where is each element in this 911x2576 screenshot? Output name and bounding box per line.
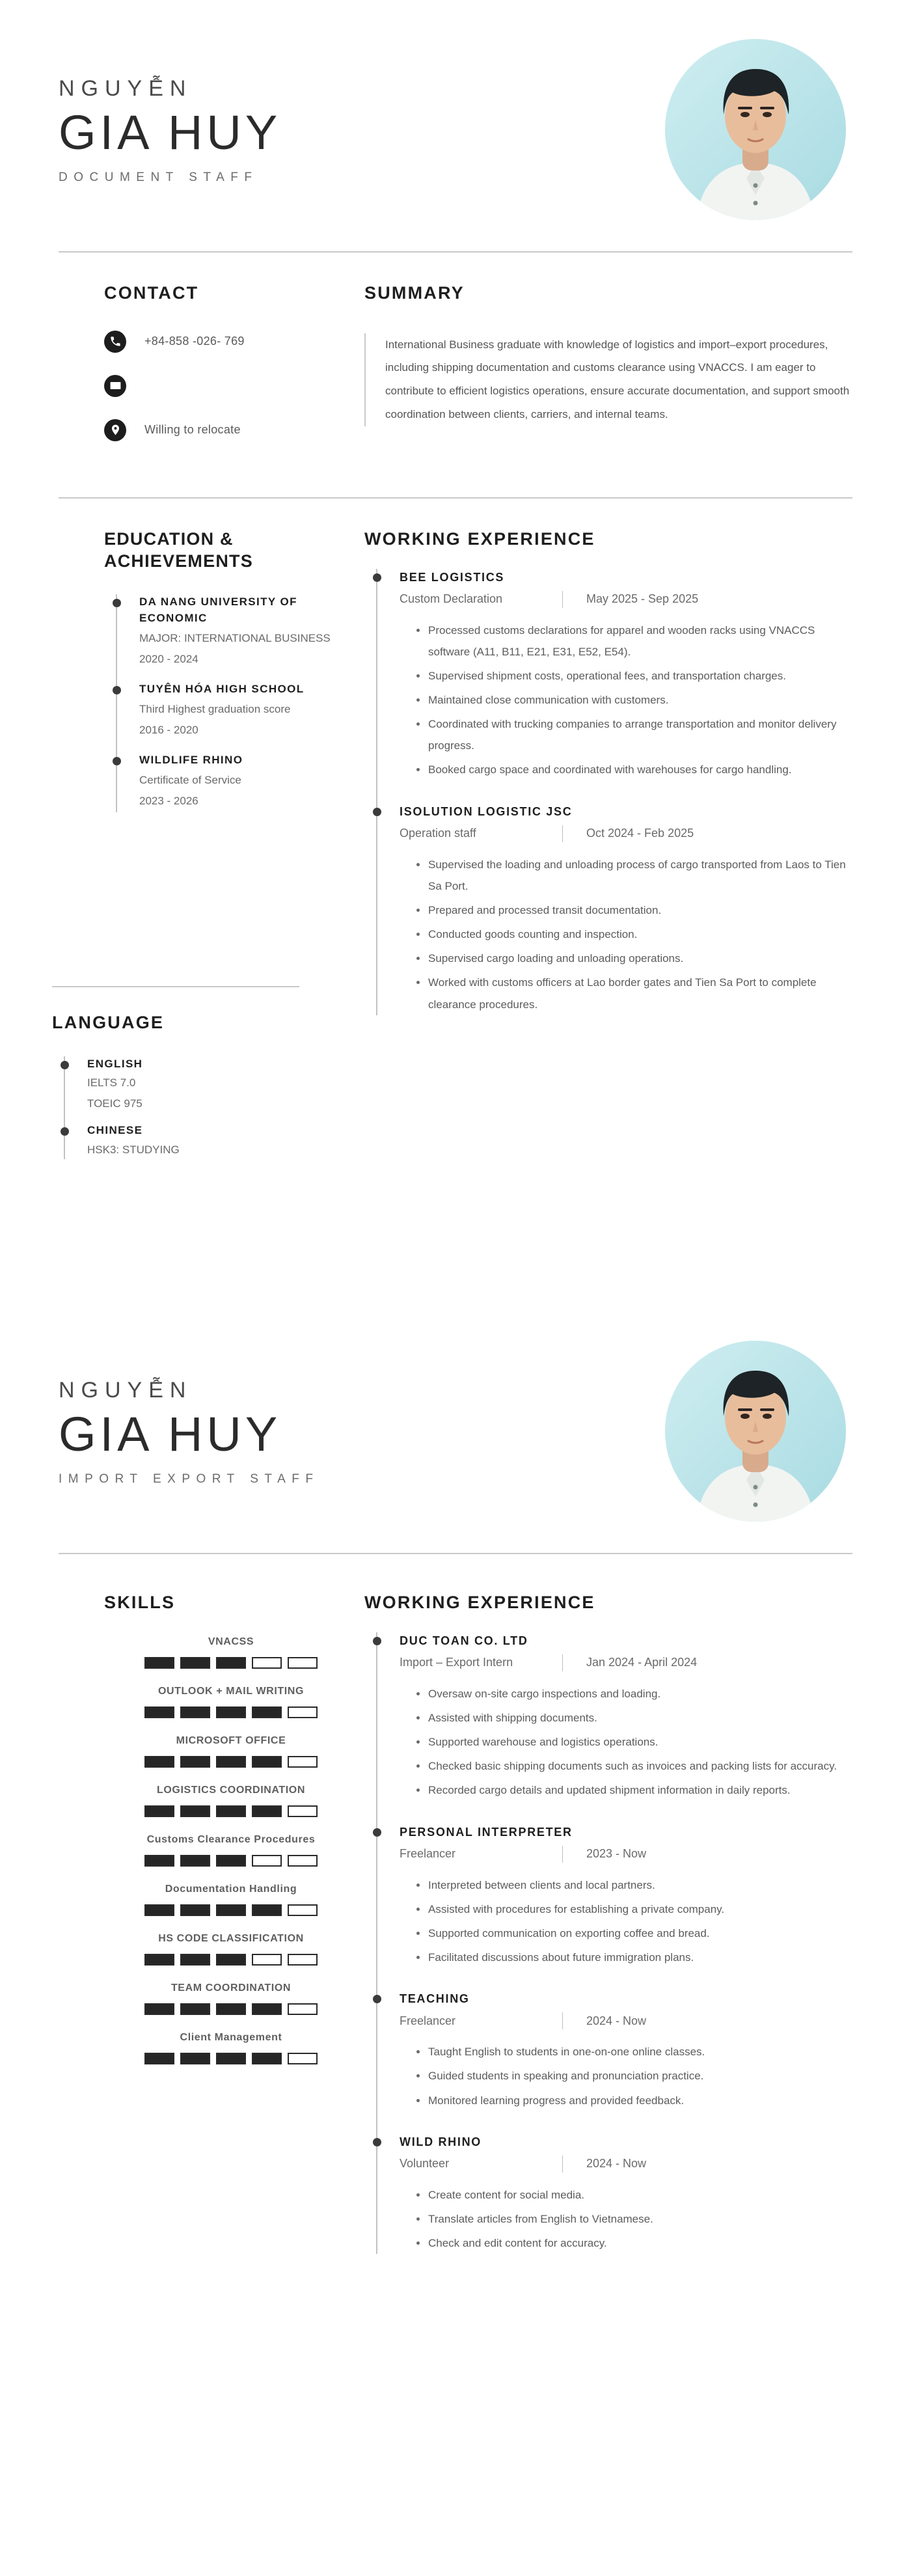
skill-label: LOGISTICS COORDINATION xyxy=(156,1784,305,1796)
work-date: Jan 2024 - April 2024 xyxy=(586,1656,698,1669)
skill-item xyxy=(104,1982,358,2015)
work-bullets xyxy=(400,1683,859,1802)
header-divider-2 xyxy=(59,1553,852,1554)
skill-segment xyxy=(252,1954,282,1966)
education-timeline xyxy=(116,594,358,812)
language-item xyxy=(87,1056,416,1114)
skill-segment xyxy=(144,1706,174,1718)
work-date: May 2025 - Sep 2025 xyxy=(586,592,699,606)
work-meta xyxy=(400,1654,859,1671)
language-heading: LANGUAGE xyxy=(52,1013,165,1032)
education-work-row xyxy=(52,528,859,1018)
work-role: Operation staff xyxy=(400,827,476,840)
skill-item xyxy=(104,1636,358,1669)
language-divider xyxy=(52,986,299,987)
skill-segment xyxy=(180,2053,210,2064)
portrait-photo-icon xyxy=(665,1341,846,1522)
work-bullet: Conducted goods counting and inspection. xyxy=(416,924,859,945)
work-timeline-page1 xyxy=(376,569,859,1015)
work-role: Freelancer xyxy=(400,2014,456,2027)
skill-segment xyxy=(252,1657,282,1669)
education-date: 2023 - 2026 xyxy=(139,795,198,808)
work-bullet: Oversaw on-site cargo inspections and loading. xyxy=(416,1683,859,1705)
work-role: Freelancer xyxy=(400,1847,456,1861)
work-heading-page1: WORKING EXPERIENCE xyxy=(364,528,595,549)
work-bullet: Assisted with procedures for establishing a private company. xyxy=(416,1898,859,1920)
work-bullet: Check and edit content for accuracy. xyxy=(416,2232,859,2254)
work-bullet: Assisted with shipping documents. xyxy=(416,1707,859,1729)
skill-segment xyxy=(216,1954,246,1966)
skill-segment xyxy=(288,1657,318,1669)
skill-segment xyxy=(288,2003,318,2015)
meta-separator xyxy=(562,825,563,842)
work-meta xyxy=(400,825,859,842)
work-date: 2023 - Now xyxy=(586,1847,647,1861)
skill-segment xyxy=(252,2053,282,2064)
skill-segment xyxy=(180,1706,210,1718)
work-company: TEACHING xyxy=(400,1992,470,2006)
work-bullet: Supported warehouse and logistics operations. xyxy=(416,1731,859,1753)
portrait-photo-icon xyxy=(665,39,846,220)
work-bullet: Monitored learning progress and provided feedback. xyxy=(416,2090,859,2111)
contact-heading: CONTACT xyxy=(104,283,199,303)
work-bullet: Supervised cargo loading and unloading operations. xyxy=(416,948,859,969)
work-company: WILD RHINO xyxy=(400,2135,482,2148)
skill-segment xyxy=(180,1805,210,1817)
education-detail: Third Highest graduation score xyxy=(139,702,291,715)
work-meta xyxy=(400,1846,859,1863)
work-role: Volunteer xyxy=(400,2157,450,2171)
summary-heading: SUMMARY xyxy=(364,283,465,303)
skill-label: TEAM COORDINATION xyxy=(170,1982,292,1994)
work-company: PERSONAL INTERPRETER xyxy=(400,1825,573,1839)
skill-segment xyxy=(288,1904,318,1916)
education-detail: MAJOR: INTERNATIONAL BUSINESS xyxy=(139,631,331,644)
surname: NGUYỄN xyxy=(59,1378,193,1403)
contact-list xyxy=(104,331,358,441)
contact-row-email[interactable] xyxy=(104,375,358,397)
header-divider xyxy=(59,251,852,253)
name-block xyxy=(52,74,281,184)
language-score-primary: IELTS 7.0 xyxy=(87,1076,136,1089)
given-name: GIA HUY xyxy=(59,1406,282,1461)
surname: NGUYỄN xyxy=(59,76,193,102)
work-bullet: Interpreted between clients and local partners. xyxy=(416,1874,859,1896)
skill-rating xyxy=(104,1904,358,1916)
work-item xyxy=(400,569,859,781)
work-column-page2 xyxy=(358,1592,859,2256)
skill-segment xyxy=(216,2003,246,2015)
work-bullet: Recorded cargo details and updated shipment information in daily reports. xyxy=(416,1779,859,1801)
language-score-secondary: TOEIC 975 xyxy=(87,1097,143,1110)
skill-label: Client Management xyxy=(180,2031,282,2043)
work-date: 2024 - Now xyxy=(586,2157,647,2171)
meta-separator xyxy=(562,2156,563,2172)
education-detail: Certificate of Service xyxy=(139,774,241,786)
skill-segment xyxy=(180,1855,210,1867)
work-item xyxy=(400,1990,859,2111)
skill-segment xyxy=(144,2053,174,2064)
summary-column xyxy=(358,282,859,426)
summary-block xyxy=(364,333,859,426)
work-item xyxy=(400,2133,859,2254)
skill-segment xyxy=(144,1657,174,1669)
language-timeline xyxy=(64,1056,416,1160)
work-bullets xyxy=(400,854,859,1015)
skill-label: OUTLOOK + MAIL WRITING xyxy=(157,1685,304,1697)
skill-rating xyxy=(104,1954,358,1966)
skill-rating xyxy=(104,1706,358,1718)
header-page-2 xyxy=(52,1302,859,1535)
education-item xyxy=(139,681,358,741)
skill-rating xyxy=(104,1756,358,1768)
language-score-primary: HSK3: STUDYING xyxy=(87,1143,180,1156)
work-bullet: Maintained close communication with customers. xyxy=(416,689,859,711)
skill-segment xyxy=(288,1855,318,1867)
skill-label: Documentation Handling xyxy=(165,1883,297,1895)
work-item xyxy=(400,1632,859,1802)
skill-label: MICROSOFT OFFICE xyxy=(176,1734,286,1746)
education-item xyxy=(139,594,358,670)
header-page-1 xyxy=(52,0,859,233)
work-bullet: Translate articles from English to Vietnamese. xyxy=(416,2208,859,2230)
skill-rating xyxy=(104,2003,358,2015)
work-heading-page2: WORKING EXPERIENCE xyxy=(364,1593,595,1612)
skills-heading: SKILLS xyxy=(104,1593,176,1612)
work-meta xyxy=(400,2156,859,2172)
avatar xyxy=(665,39,846,220)
skill-rating xyxy=(104,1657,358,1669)
work-company: ISOLUTION LOGISTIC JSC xyxy=(400,804,573,818)
summary-text: International Business graduate with knowledge of logistics and import–export procedures, including shipping documentation and customs clearance using VNACCS. I am eager to contribute to efficient logistics operations, ensure accurate documentation, and support smooth coordination between clients, carriers, and internal teams. xyxy=(385,338,850,420)
location-pin-icon xyxy=(104,419,126,441)
skill-segment xyxy=(216,1904,246,1916)
work-company: BEE LOGISTICS xyxy=(400,570,505,584)
work-company: DUC TOAN CO. LTD xyxy=(400,1634,528,1647)
education-school: DA NANG UNIVERSITY OF ECONOMIC xyxy=(139,596,297,624)
given-name: GIA HUY xyxy=(59,105,282,159)
skill-segment xyxy=(252,1904,282,1916)
education-date: 2016 - 2020 xyxy=(139,724,198,737)
work-bullet: Checked basic shipping documents such as invoices and packing lists for accuracy. xyxy=(416,1755,859,1777)
skill-segment xyxy=(288,1756,318,1768)
meta-separator xyxy=(562,2012,563,2029)
work-meta xyxy=(400,591,859,608)
work-timeline-page2 xyxy=(376,1632,859,2254)
language-section xyxy=(0,986,416,1168)
skill-segment xyxy=(252,1756,282,1768)
skill-segment xyxy=(216,1657,246,1669)
skill-segment xyxy=(288,1805,318,1817)
contact-phone-value: +84-858 -026- 769 xyxy=(144,335,245,348)
work-item xyxy=(400,1824,859,1969)
job-title: IMPORT EXPORT STAFF xyxy=(59,1472,320,1486)
section-divider-1 xyxy=(59,497,852,499)
work-column-page1 xyxy=(358,528,859,1018)
education-date: 2020 - 2024 xyxy=(139,652,198,665)
work-bullet: Taught English to students in one-on-one online classes. xyxy=(416,2041,859,2062)
skill-segment xyxy=(288,2053,318,2064)
skills-list xyxy=(104,1636,358,2064)
skill-segment xyxy=(288,1706,318,1718)
skills-work-row xyxy=(52,1592,859,2256)
skill-item xyxy=(104,1686,358,1718)
education-item xyxy=(139,752,358,812)
skill-segment xyxy=(180,1756,210,1768)
skill-segment xyxy=(252,1805,282,1817)
avatar xyxy=(665,1341,846,1522)
skill-item xyxy=(104,1785,358,1817)
language-item xyxy=(87,1123,416,1159)
work-date: Oct 2024 - Feb 2025 xyxy=(586,827,694,840)
skill-segment xyxy=(252,1706,282,1718)
skill-segment xyxy=(180,2003,210,2015)
skill-segment xyxy=(180,1904,210,1916)
meta-separator xyxy=(562,1846,563,1863)
language-name: CHINESE xyxy=(87,1123,143,1136)
education-school: WILDLIFE RHINO xyxy=(139,754,243,767)
skill-item xyxy=(104,2032,358,2064)
skill-segment xyxy=(216,1706,246,1718)
skill-item xyxy=(104,1884,358,1916)
skill-segment xyxy=(144,1855,174,1867)
contact-summary-row xyxy=(52,282,859,463)
skill-label: HS CODE CLASSIFICATION xyxy=(158,1932,304,1944)
resume-page-2 xyxy=(0,1302,911,2576)
skill-item xyxy=(104,1933,358,1966)
work-bullet: Create content for social media. xyxy=(416,2184,859,2206)
skill-segment xyxy=(216,2053,246,2064)
job-title: DOCUMENT STAFF xyxy=(59,170,258,184)
contact-location-value: Willing to relocate xyxy=(144,423,241,437)
education-heading: EDUCATION & ACHIEVEMENTS xyxy=(104,528,253,571)
skill-segment xyxy=(144,1805,174,1817)
work-bullet: Coordinated with trucking companies to arrange transportation and monitor delivery progress. xyxy=(416,713,859,756)
work-item xyxy=(400,803,859,1015)
contact-column xyxy=(52,282,358,463)
work-bullets xyxy=(400,620,859,781)
skill-label: Customs Clearance Procedures xyxy=(146,1833,316,1845)
skills-column xyxy=(52,1592,358,2081)
language-name: ENGLISH xyxy=(87,1057,143,1070)
skill-segment xyxy=(144,2003,174,2015)
work-bullet: Booked cargo space and coordinated with warehouses for cargo handling. xyxy=(416,759,859,780)
meta-separator xyxy=(562,1654,563,1671)
work-role: Import – Export Intern xyxy=(400,1656,513,1669)
work-bullet: Prepared and processed transit documentation. xyxy=(416,899,859,921)
work-bullet: Worked with customs officers at Lao border gates and Tien Sa Port to complete clearance procedures. xyxy=(416,972,859,1015)
skill-segment xyxy=(216,1855,246,1867)
phone-icon xyxy=(104,331,126,353)
work-bullet: Supported communication on exporting coffee and bread. xyxy=(416,1923,859,1944)
contact-row-phone[interactable] xyxy=(104,331,358,353)
work-bullets xyxy=(400,2041,859,2111)
work-role: Custom Declaration xyxy=(400,592,503,606)
skill-segment xyxy=(144,1756,174,1768)
skill-segment xyxy=(252,1855,282,1867)
work-bullets xyxy=(400,2184,859,2254)
work-bullets xyxy=(400,1874,859,1969)
work-bullet: Supervised the loading and unloading process of cargo transported from Laos to Tien Sa Port. xyxy=(416,854,859,897)
work-date: 2024 - Now xyxy=(586,2014,647,2027)
skill-segment xyxy=(216,1805,246,1817)
work-bullet: Supervised shipment costs, operational fees, and transportation charges. xyxy=(416,665,859,687)
skill-rating xyxy=(104,1855,358,1867)
work-bullet: Facilitated discussions about future immigration plans. xyxy=(416,1947,859,1968)
skill-rating xyxy=(104,1805,358,1817)
skill-segment xyxy=(144,1904,174,1916)
skill-item xyxy=(104,1834,358,1867)
work-meta xyxy=(400,2012,859,2029)
skill-segment xyxy=(288,1954,318,1966)
skill-segment xyxy=(144,1954,174,1966)
mail-icon xyxy=(104,375,126,397)
name-block xyxy=(52,1376,319,1486)
skill-rating xyxy=(104,2053,358,2064)
skill-label: VNACSS xyxy=(208,1636,254,1647)
skill-segment xyxy=(180,1954,210,1966)
work-bullet: Processed customs declarations for apparel and wooden racks using VNACCS software (A11, B11, E21, E31, E52, E54). xyxy=(416,620,859,663)
work-bullet: Guided students in speaking and pronunciation practice. xyxy=(416,2065,859,2087)
skill-segment xyxy=(252,2003,282,2015)
skill-item xyxy=(104,1735,358,1768)
skill-segment xyxy=(180,1657,210,1669)
education-school: TUYÊN HÓA HIGH SCHOOL xyxy=(139,683,305,696)
contact-row-location[interactable] xyxy=(104,419,358,441)
meta-separator xyxy=(562,591,563,608)
skill-segment xyxy=(216,1756,246,1768)
education-column xyxy=(52,528,358,812)
